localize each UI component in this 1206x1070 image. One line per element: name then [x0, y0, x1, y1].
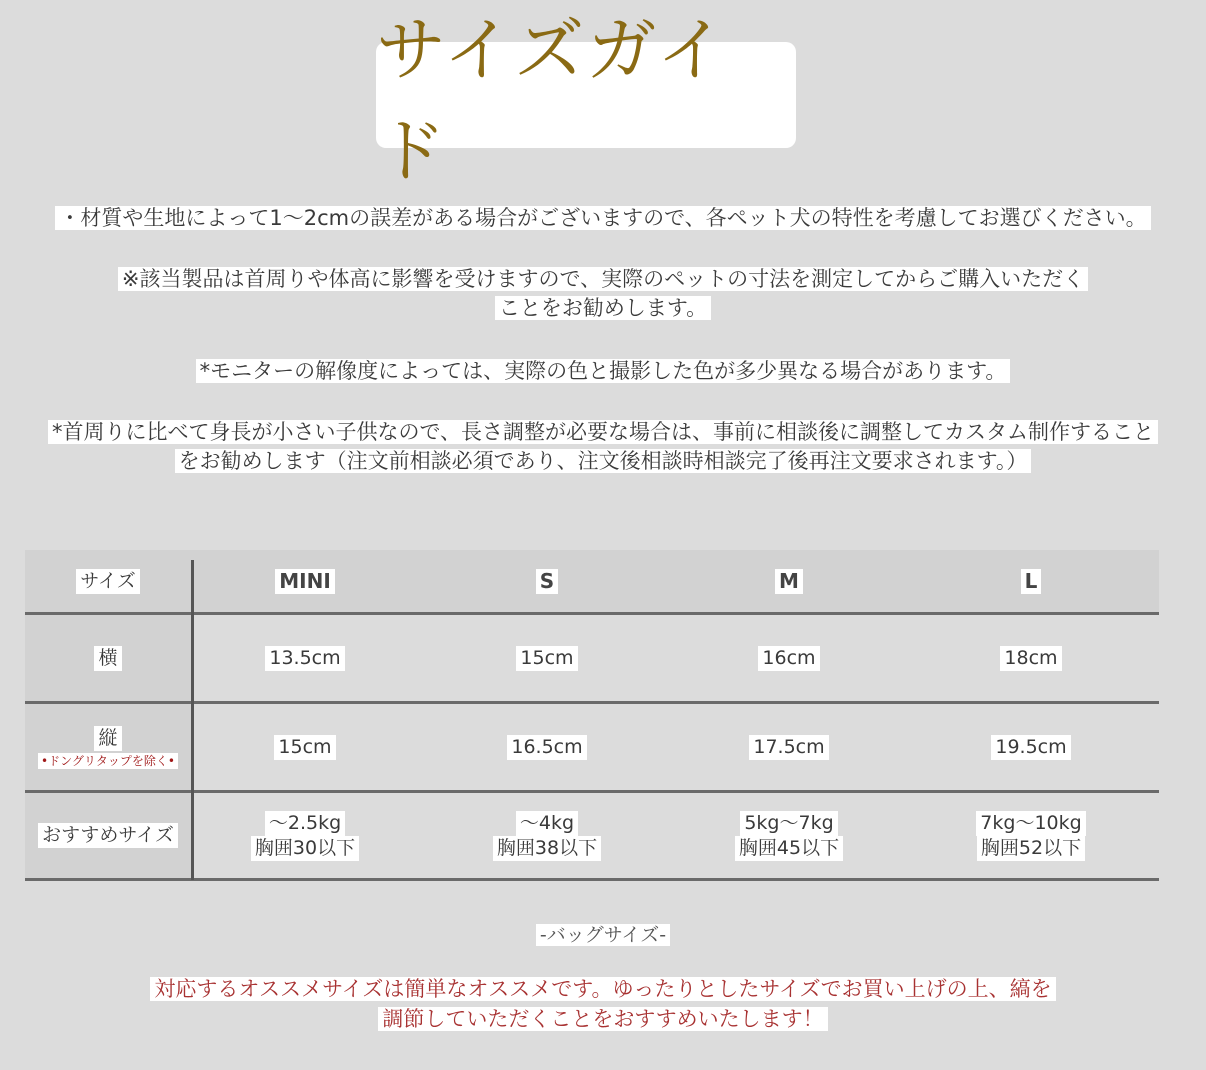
note-text: ※該当製品は首周りや体高に影響を受けますので、実際のペットの寸法を測定してからご購入いただく	[118, 267, 1088, 291]
cell-value: 15cm	[516, 646, 577, 671]
cell-value-chest: 胸囲38以下	[493, 836, 601, 861]
table-cell	[467, 793, 627, 878]
cell-value-chest: 胸囲45以下	[735, 836, 843, 861]
note-custom	[0, 418, 1206, 476]
row-label: 縦	[94, 726, 121, 751]
row-label-length	[25, 704, 191, 790]
cell-value: 16.5cm	[507, 735, 586, 760]
table-cell	[709, 704, 869, 790]
size-table	[25, 550, 1159, 880]
recommend-note	[0, 974, 1206, 1034]
cell-value: 5kg〜7kg	[740, 811, 837, 836]
table-cell	[467, 704, 627, 790]
row-label: おすすめサイズ	[38, 823, 178, 848]
cell-value: 15cm	[274, 735, 335, 760]
cell-value-chest: 胸囲52以下	[977, 836, 1085, 861]
size-header-mini	[245, 550, 365, 612]
note-text: ・材質や生地によって1〜2cmの誤差がある場合がございますので、各ペット犬の特性を考慮してお選びください。	[55, 206, 1150, 230]
cell-value: 18cm	[1000, 646, 1061, 671]
recommend-text: 調節していただくことをおすすめいたします！	[378, 1007, 827, 1031]
table-cell	[951, 704, 1111, 790]
table-column-divider	[191, 560, 194, 880]
size-name: L	[1021, 569, 1042, 594]
cell-value-chest: 胸囲30以下	[251, 836, 359, 861]
cell-value: 〜2.5kg	[265, 811, 345, 836]
note-monitor	[0, 357, 1206, 386]
cell-value: 17.5cm	[749, 735, 828, 760]
page-title: サイズガイド	[376, 9, 729, 192]
table-cell	[709, 793, 869, 878]
cell-value: 〜4kg	[516, 811, 578, 836]
note-text: *モニターの解像度によっては、実際の色と撮影した色が多少異なる場合があります。	[196, 359, 1011, 383]
size-name: S	[536, 569, 558, 594]
recommend-text: 対応するオススメサイズは簡単なオススメです。ゆったりとしたサイズでお買い上げの上、縞を	[150, 977, 1055, 1001]
table-cell	[225, 793, 385, 878]
table-cell	[225, 704, 385, 790]
note-text: *首周りに比べて身長が小さい子供なので、長さ調整が必要な場合は、事前に相談後に調整してカスタム制作すること	[48, 420, 1158, 444]
row-label: 横	[94, 646, 121, 671]
row-label-width	[25, 615, 191, 701]
size-header-s	[487, 550, 607, 612]
cell-value: 16cm	[758, 646, 819, 671]
cell-value: 7kg〜10kg	[976, 811, 1085, 836]
table-cell	[951, 793, 1111, 878]
table-cell	[225, 615, 385, 701]
note-measure	[0, 265, 1206, 323]
title-box	[376, 9, 796, 192]
note-text: をお勧めします（注文前相談必須であり、注文後相談時相談完了後再注文要求されます。）	[175, 449, 1032, 473]
table-cell	[709, 615, 869, 701]
table-cell	[951, 615, 1111, 701]
size-name: M	[775, 569, 803, 594]
cell-value: 19.5cm	[991, 735, 1070, 760]
cell-value: 13.5cm	[265, 646, 344, 671]
header-label: サイズ	[76, 569, 139, 594]
note-text: ことをお勧めします。	[495, 296, 711, 320]
header-label-cell	[25, 550, 191, 612]
size-header-m	[729, 550, 849, 612]
size-header-l	[971, 550, 1091, 612]
row-sub-label: •ドングリタップを除く•	[38, 753, 178, 769]
note-tolerance	[0, 204, 1206, 233]
bag-size-label: -バッグサイズ-	[536, 924, 670, 946]
table-divider	[25, 878, 1159, 881]
row-label-recommended	[25, 793, 191, 878]
table-cell	[467, 615, 627, 701]
size-name: MINI	[275, 569, 335, 594]
bag-size-heading	[0, 920, 1206, 947]
